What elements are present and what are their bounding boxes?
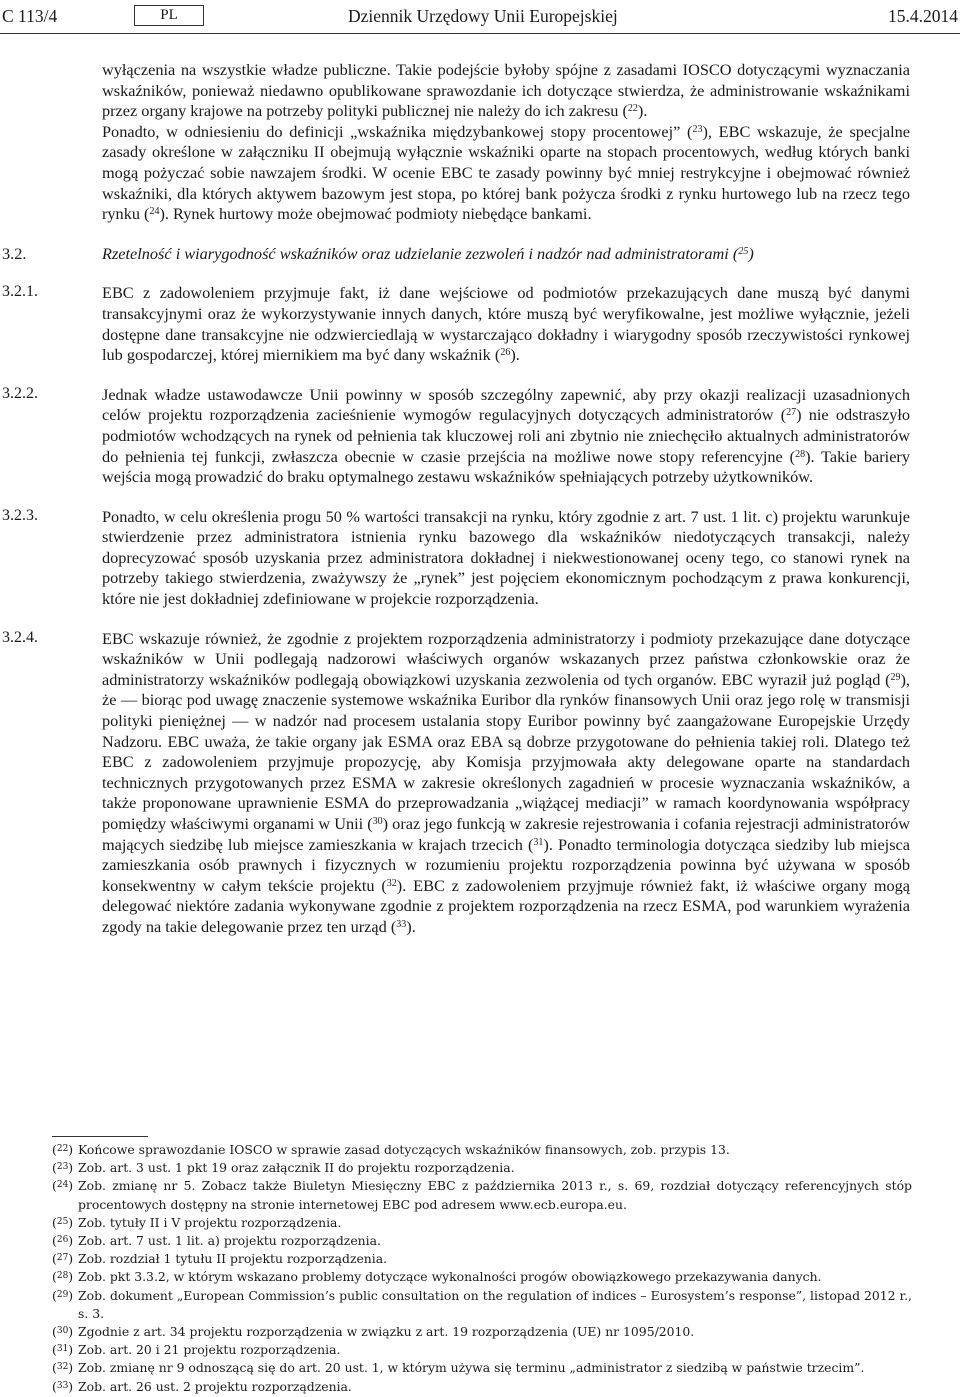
footnote-27: ($^{27}$) Zob. rozdział 1 tytułu II projektu rozporządzenia. xyxy=(52,1251,388,1267)
language-code-box: PL xyxy=(134,5,204,26)
footnote-separator xyxy=(52,1136,148,1137)
footnote-ref-31[interactable]: 31 xyxy=(533,836,544,848)
section-text: Ponadto, w celu określenia progu 50 % wartości transakcji na rynku, który zgodnie z art. 7 ust. 1 lit. c) projektu warunkuje stwierdzenie przez administratora istnienia rynku bazowego dla wskaźników niedotyczących transakcji, należy doprecyzować sposób uzyskania przez administratora dokładnej i niekwestionowanej oceny tego, co stanowi rynek na potrzeby takiego stwierdzenia, zważywszy że „rynek” jest pojęciem ekonomicznym pochodzącym z prawa konkurencji, które nie jest dokładniej zdefiniowane w projekcie rozporządzenia. xyxy=(102,506,910,609)
footnotes xyxy=(52,1141,912,1396)
section-text: EBC wskazuje również, że zgodnie z projektem rozporządzenia administratorzy i podmioty przekazujące dane dotyczące wskaźników w Unii podlegają nadzorowi właściwych organów wskazanych przez państwa członkowskie oraz że administratorzy wskaźników podlegają obowiązkowi uzyskania zezwolenia od tych organów. EBC wyraził już pogląd ($^{29}$), że — biorąc pod uwagę znaczenie systemowe wskaźnika Euribor dla rynków finansowych Unii oraz jego rolę w transmisji polityki pieniężnej — w nadzór nad procesem ustalania stopy Euribor powinny być zaangażowane Europejskie Urzędy Nadzoru. EBC uważa, że takie organy jak ESMA oraz EBA są dobrze przygotowane do pełnienia takiej roli. Dlatego też EBC z zadowoleniem przyjmuje propozycję, aby Komisja przyjmowała akty delegowane oparte na standardach technicznych przygotowanych przez ESMA w zakresie określonych zagadnień w procesie wyznaczania wskaźników, a także proponowane uprawnienie ESMA do przeprowadzania „wiążącej mediacji” w ramach koordynowania współpracy pomiędzy właściwymi organami w Unii ($^{30}$) oraz jego funkcją w zakresie rejestrowania i cofania rejestracji administratorów mających siedzibę lub miejsce zamieszkania w krajach trzecich ($^{31}$). Ponadto terminologia dotycząca siedziby lub miejsca zamieszkania osób prawnych i fizycznych w rozumieniu projektu rozporządzenia powinna być używana w sposób konsekwentny w całym tekście projektu ($^{32}$). EBC z zadowoleniem przyjmuje również fakt, iż właściwe organy mogą delegować niektóre zadania wykonywane zgodnie z projektem rozporządzenia na rzecz ESMA, pod warunkiem wyrażenia zgody na takie delegowanie przez ten urząd ($^{33}$). xyxy=(102,628,910,936)
section-3-2-4 xyxy=(2,628,910,938)
footnote-ref-30[interactable]: 30 xyxy=(372,816,383,827)
footnote-28: ($^{28}$) Zob. pkt 3.3.2, w którym wskazano problemy dotyczące wykonalności progów obowiązkowego przekazywania danych. xyxy=(52,1269,822,1285)
paragraph-continuation: wyłączenia na wszystkie władze publiczne. Takie podejście byłoby spójne z zasadami IOSCO dotyczącymi wyznaczania wskaźników, ponieważ niedawno opublikowane sprawozdanie ich dotyczące stwierdza, że administrowanie wskaźnikami przez organy krajowe na potrzeby polityki publicznej nie należy do ich zakresu ($^{22}$). xyxy=(102,60,910,121)
footnote-33: ($^{33}$) Zob. art. 26 ust. 2 projektu rozporządzenia. xyxy=(52,1378,352,1394)
footnote-ref-32[interactable]: 32 xyxy=(386,877,397,889)
journal-title: Dziennik Urzędowy Unii Europejskiej xyxy=(348,6,618,26)
footnote-32: ($^{32}$) Zob. zmianę nr 9 odnoszącą się do art. 20 ust. 1, w którym używa się terminu „administrator z siedzibą w państwie trzecim”. xyxy=(52,1360,865,1376)
header-divider xyxy=(0,33,960,34)
section-3-2-1 xyxy=(2,283,910,365)
paragraph-definition: Ponadto, w odniesieniu do definicji „wskaźnika międzybankowej stopy procentowej” ($^{23}$), EBC wskazuje, że specjalne zasady określone w załączniku II obejmują wyłącznie wskaźniki oparte na stopach procentowych, według których banki mogą pożyczać sobie nawzajem środki. W ocenie EBC te zasady powinny być mniej restrykcyjne i obejmować również wskaźniki, dla których aktywem bazowym jest stopa, po której bank pożycza środki z rynku hurtowego lub na rzecz tego rynku ($^{24}$). Rynek hurtowy może obejmować podmioty niebędące bankami. xyxy=(102,121,911,224)
footnote-ref-29[interactable]: 29 xyxy=(890,671,901,683)
section-3-2-2 xyxy=(2,384,911,488)
footnote-31: ($^{31}$) Zob. art. 20 i 21 projektu rozporządzenia. xyxy=(52,1342,341,1358)
footnote-23: ($^{23}$) Zob. art. 3 ust. 1 pkt 19 oraz załącznik II do projektu rozporządzenia. xyxy=(52,1160,515,1176)
footnote-ref-27[interactable]: 27 xyxy=(786,407,797,419)
section-title: Rzetelność i wiarygodność wskaźników oraz udzielanie zezwoleń i nadzór nad administratorami ($^{25}$) xyxy=(102,243,754,263)
footnote-ref-25[interactable]: 25 xyxy=(738,245,749,257)
footnote-22: ($^{22}$) Końcowe sprawozdanie IOSCO w sprawie zasad dotyczących wskaźników finansowych, zob. przypis 13. xyxy=(52,1142,730,1157)
section-number: 3.2.4. xyxy=(2,628,38,646)
footnote-30: ($^{30}$) Zgodnie z art. 34 projektu rozporządzenia w związku z art. 19 rozporządzenia (UE) nr 1095/2010. xyxy=(52,1324,695,1340)
section-heading-3-2 xyxy=(2,243,910,265)
footnote-26: ($^{26}$) Zob. art. 7 ust. 1 lit. a) projektu rozporządzenia. xyxy=(52,1233,381,1249)
section-number: 3.2.3. xyxy=(2,506,38,524)
section-text: EBC z zadowoleniem przyjmuje fakt, iż dane wejściowe od podmiotów przekazujących dane muszą być danymi transakcyjnymi oraz że wykorzystywanie innych danych, które muszą być weryfikowalne, jest możliwe wyłącznie, jeżeli dostępne dane transakcyjne nie odzwierciedlają w wystarczająco dokładny i wiarygodny sposób rzeczywistości rynkowej lub gospodarczej, której miernikiem ma być dany wskaźnik ($^{26}$). xyxy=(102,283,910,365)
footnote-ref-23[interactable]: 23 xyxy=(692,123,703,135)
footnote-ref-26[interactable]: 26 xyxy=(500,347,511,359)
footnote-ref-28[interactable]: 28 xyxy=(795,448,806,460)
section-number: 3.2. xyxy=(2,243,27,263)
main-text xyxy=(2,60,911,938)
footnote-ref-22[interactable]: 22 xyxy=(627,103,638,115)
page-header xyxy=(0,2,960,30)
footnote-25: ($^{25}$) Zob. tytuły II i V projektu rozporządzenia. xyxy=(52,1214,342,1230)
footnote-ref-24[interactable]: 24 xyxy=(149,206,160,218)
oj-reference: C 113/4 xyxy=(2,6,58,26)
section-number: 3.2.2. xyxy=(2,384,38,402)
section-3-2-3 xyxy=(2,506,910,610)
footnote-ref-33[interactable]: 33 xyxy=(396,918,407,930)
section-text: Jednak władze ustawodawcze Unii powinny w sposób szczególny zapewnić, aby przy okazji realizacji uzasadnionych celów projektu rozporządzenia zacieśnienie wymogów regulacyjnych dotyczących administratorów ($^{27}$) nie odstraszyło podmiotów wchodzących na rynek od pełnienia tak kluczowej roli ani zbytnio nie zniechęciło aktualnych administratorów do pełnienia tej funkcji, zwłaszcza obecnie w czasie przejścia na możliwe nowe stopy referencyjne ($^{28}$). Takie bariery wejścia mogą prowadzić do braku optymalnego zestawu wskaźników spełniających potrzeby użytkowników. xyxy=(102,384,911,487)
footnote-24: ($^{24}$) Zob. zmianę nr 5. Zobacz także Biuletyn Miesięczny EBC z października 2013 r., s. 69, rozdział dotyczący referencyjnych stóp procentowych dostępny na stronie internetowej EBC pod adresem www.ecb.europa.eu. xyxy=(52,1178,912,1212)
publication-date: 15.4.2014 xyxy=(888,6,958,26)
footnote-29: ($^{29}$) Zob. dokument „European Commission’s public consultation on the regulation of indices – Eurosystem’s response”, listopad 2012 r., s. 3. xyxy=(52,1287,912,1321)
section-number: 3.2.1. xyxy=(2,283,38,301)
